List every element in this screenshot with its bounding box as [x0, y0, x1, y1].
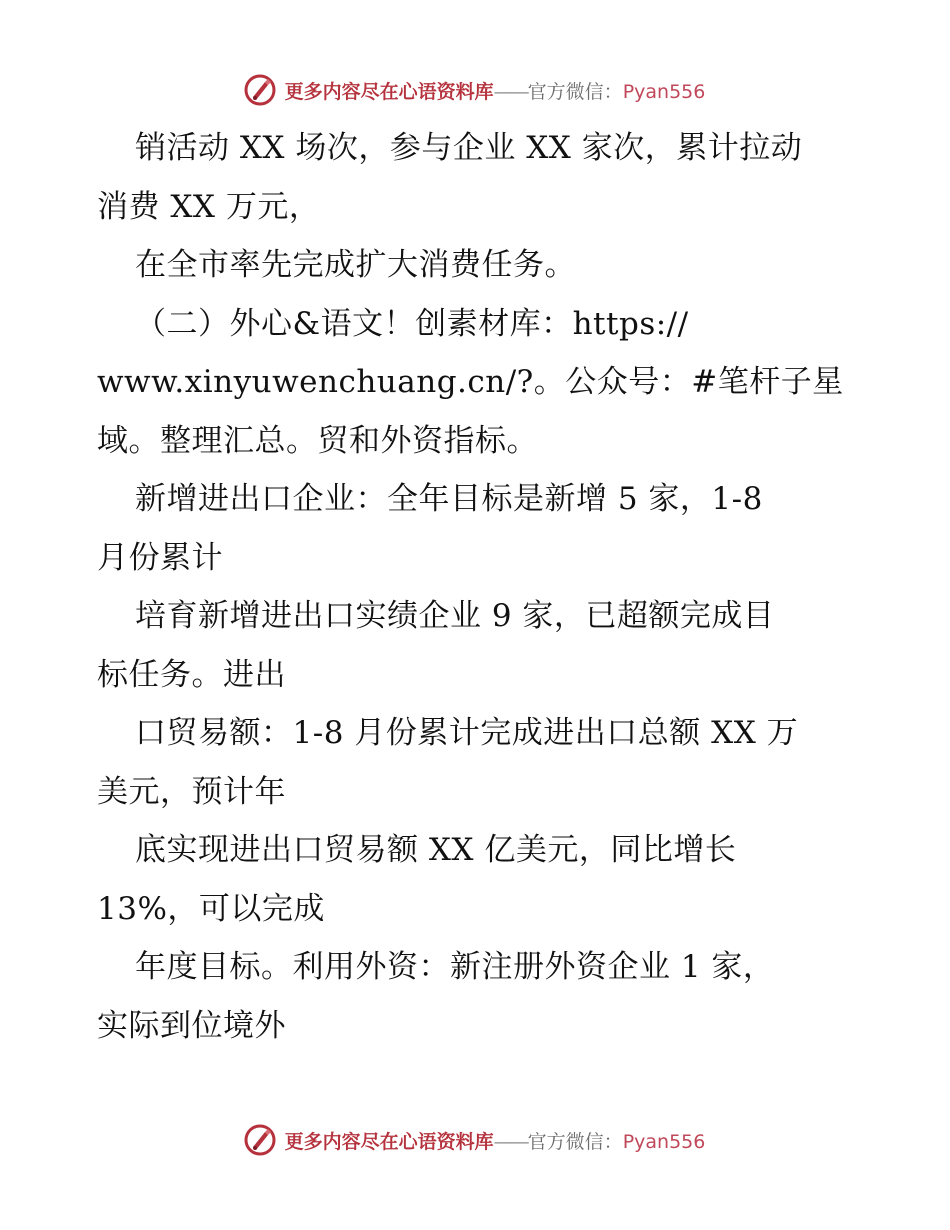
banner-wechat-label: 官方微信： [527, 1130, 623, 1153]
banner-wechat-id: Pyan556 [622, 1130, 706, 1153]
banner-text [285, 77, 706, 104]
text-line: 在全市率先完成扩大消费任务。 [135, 247, 576, 283]
banner-dash: —— [493, 1130, 528, 1153]
footer-watermark-banner [0, 1120, 950, 1160]
banner-text [285, 1127, 706, 1154]
text-line: www.xinyuwenchuang.cn/?。公众号：#笔杆子星 [97, 364, 844, 400]
banner-wechat-id: Pyan556 [622, 80, 706, 103]
text-line: 消费 XX 万元， [97, 188, 321, 225]
banner-brand: 更多内容尽在心语资料库 [284, 1130, 494, 1153]
banner-wechat-label: 官方微信： [527, 80, 623, 103]
text-line: 口贸易额：1-8 月份累计完成进出口总额 XX 万 [135, 715, 799, 751]
text-line: 培育新增进出口实绩企业 9 家，已超额完成目 [135, 598, 775, 634]
text-line: 实际到位境外 [97, 1007, 286, 1044]
text-line: 底实现进出口贸易额 XX 亿美元，同比增长 [135, 832, 737, 868]
banner-dash: —— [493, 80, 528, 103]
text-line: 年度目标。利用外资：新注册外资企业 1 家， [135, 949, 775, 985]
document-body [97, 119, 867, 1055]
text-line: （二）外心&语文！创素材库：https:// [135, 305, 689, 342]
text-line: 美元，预计年 [97, 773, 286, 810]
text-line: 销活动 XX 场次，参与企业 XX 家次，累计拉动 [135, 130, 803, 166]
banner-brand: 更多内容尽在心语资料库 [284, 80, 494, 103]
text-line: 13%，可以完成 [97, 890, 325, 927]
text-line: 标任务。进出 [97, 656, 286, 693]
header-watermark-banner [0, 70, 950, 110]
brand-logo-icon [243, 73, 277, 107]
text-line: 月份累计 [97, 539, 223, 576]
text-line: 新增进出口企业：全年目标是新增 5 家，1-8 [135, 481, 763, 517]
brand-logo-icon [243, 1123, 277, 1157]
text-line: 域。整理汇总。贸和外资指标。 [97, 422, 538, 459]
